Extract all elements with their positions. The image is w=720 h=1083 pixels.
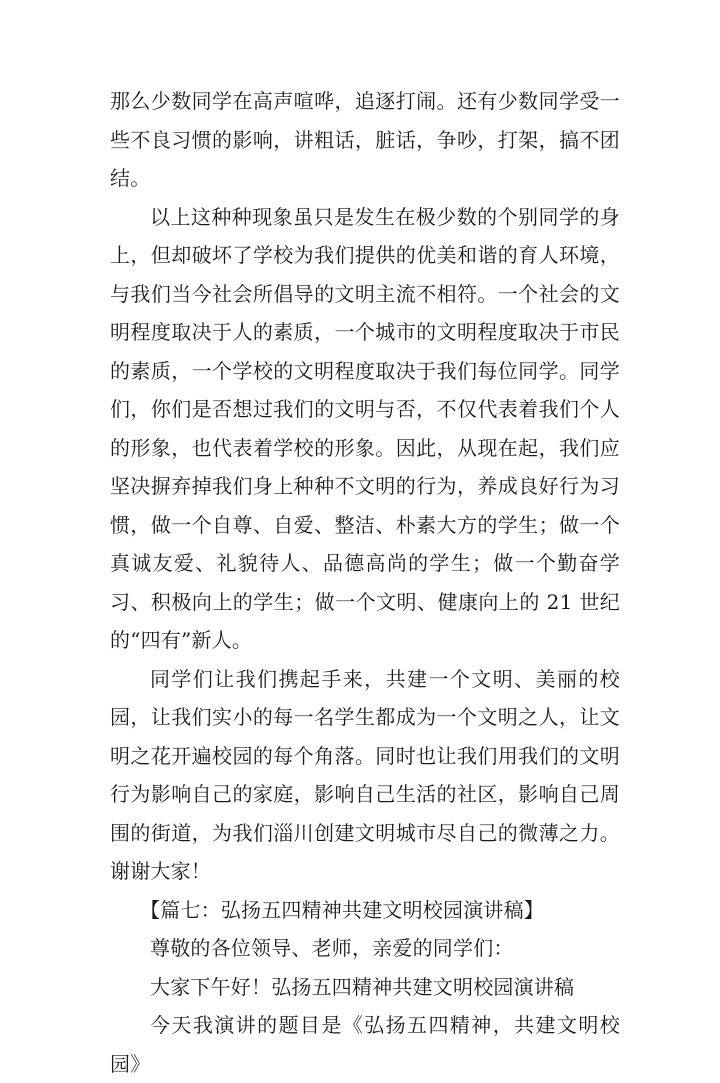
section-heading: 【篇七：弘扬五四精神共建文明校园演讲稿】: [140, 897, 544, 922]
speech-greeting: 尊敬的各位领导、老师，亲爱的同学们：: [150, 936, 514, 960]
paragraph-continued: 那么少数同学在高声喧哗，追逐打闹。还有少数同学受一些不良习惯的影响，讲粗话，脏话，争吵，打架，搞不团结。: [110, 89, 620, 190]
document-body: [110, 82, 620, 1083]
paragraph-civilization-standard: 以上这种种现象虽只是发生在极少数的个别同学的身上，但却破坏了学校为我们提供的优美和谐的育人环境，与我们当今社会所倡导的文明主流不相符。一个社会的文明程度取决于人的素质，一个城市的文明程度取决于市民的素质，一个学校的文明程度取决于我们每位同学。同学们，你们是否想过我们的文明与否，不仅代表着我们个人的形象，也代表着学校的形象。因此，从现在起，我们应坚决摒弃掉我们身上种种不文明的行为，养成良好行为习惯，做一个自尊、自爱、整洁、朴素大方的学生；做一个真诚友爱、礼貌待人、品德高尚的学生；做一个勤奋学习、积极向上的学生；做一个文明、健康向上的 21 世纪的“四有”新人。: [110, 204, 620, 652]
speech-opening: 大家下午好！弘扬五四精神共建文明校园演讲稿: [150, 974, 575, 999]
paragraph-closing-call: 同学们让我们携起手来，共建一个文明、美丽的校园，让我们实小的每一名学生都成为一个文明之人，让文明之花开遍校园的每个角落。同时也让我们用我们的文明行为影响自己的家庭，影响自己生活的社区，影响自己周围的街道，为我们淄川创建文明城市尽自己的微薄之力。谢谢大家！: [110, 666, 620, 883]
speech-topic: 今天我演讲的题目是《弘扬五四精神，共建文明校园》: [110, 1013, 620, 1076]
